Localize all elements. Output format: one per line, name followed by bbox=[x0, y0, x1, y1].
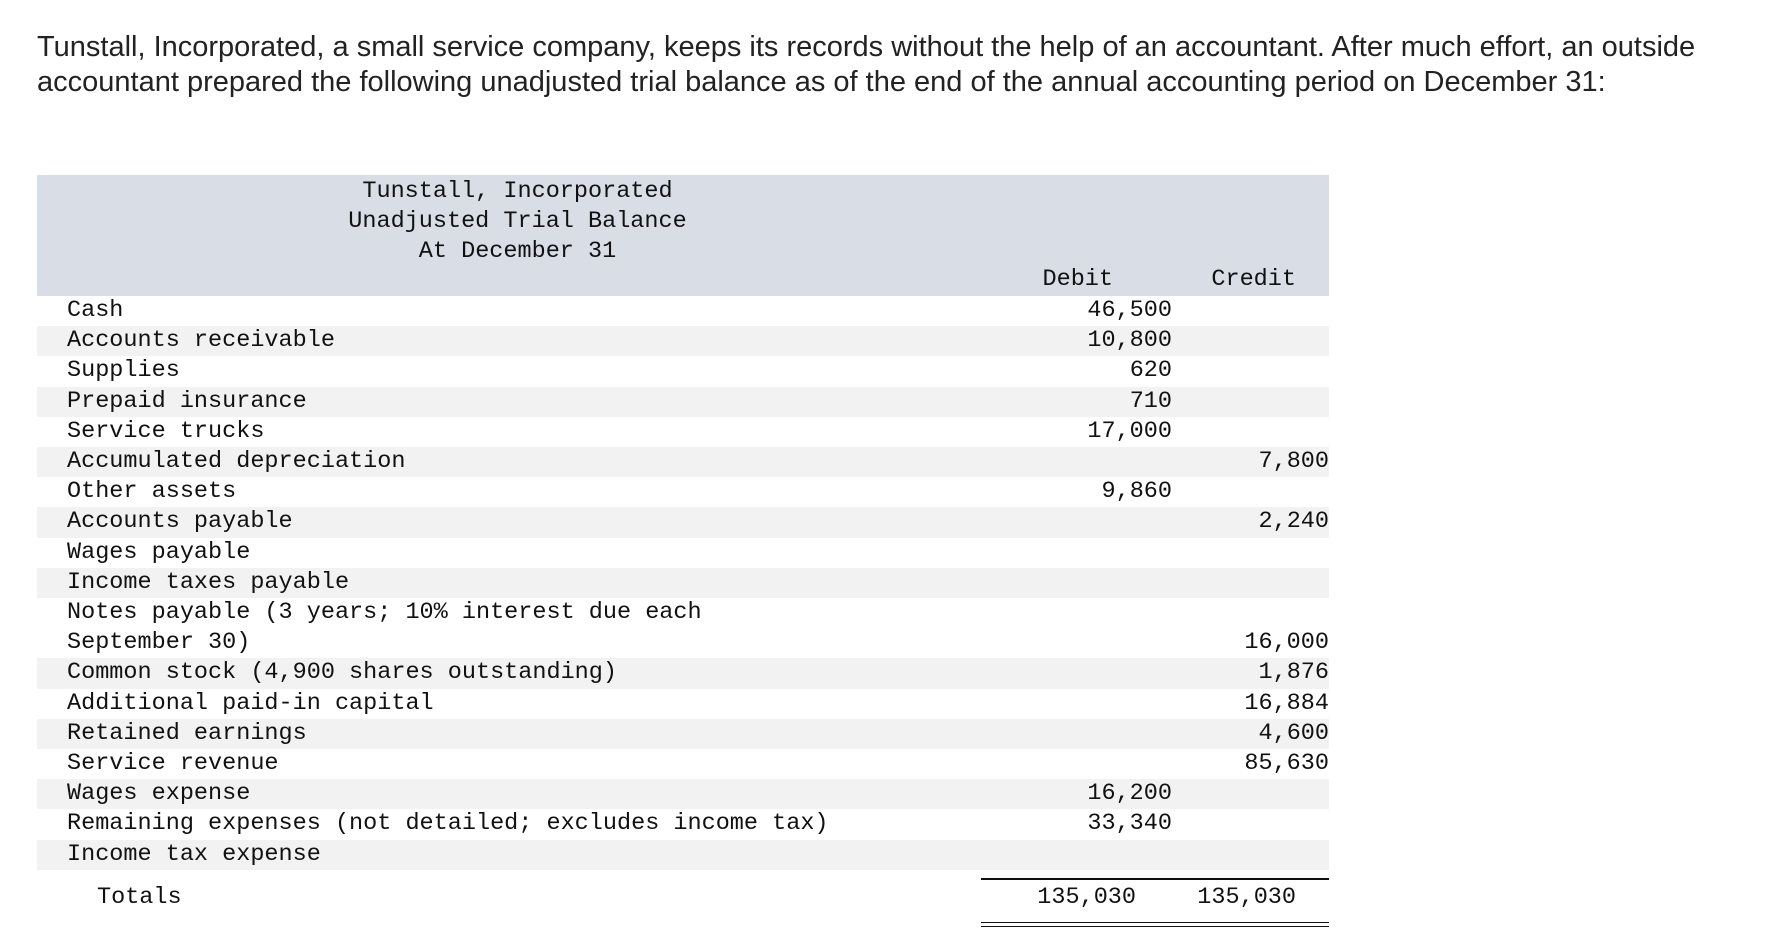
debit-amount bbox=[957, 538, 1172, 568]
table-title bbox=[37, 177, 998, 267]
account-name: Other assets bbox=[67, 478, 237, 506]
table-row bbox=[37, 507, 1329, 537]
account-name: Wages expense bbox=[67, 780, 251, 808]
credit-amount: 16,000 bbox=[1244, 629, 1329, 657]
debit-amount: 620 bbox=[1129, 357, 1172, 385]
debit-amount: 16,200 bbox=[1087, 780, 1172, 808]
account-name: Accounts receivable bbox=[67, 327, 335, 355]
debit-amount bbox=[957, 749, 1172, 779]
credit-amount bbox=[1172, 840, 1329, 870]
credit-amount bbox=[1172, 809, 1329, 839]
statement-name: Unadjusted Trial Balance bbox=[348, 208, 687, 235]
table-row bbox=[37, 326, 1329, 356]
debit-amount: 10,800 bbox=[1087, 327, 1172, 355]
credit-amount bbox=[1172, 477, 1329, 507]
debit-amount: 17,000 bbox=[1087, 417, 1172, 445]
credit-amount: 7,800 bbox=[1258, 448, 1329, 476]
table-row bbox=[37, 477, 1329, 507]
account-name: Income taxes payable bbox=[67, 568, 350, 596]
credit-amount: 85,630 bbox=[1244, 750, 1329, 778]
table-row bbox=[37, 779, 1329, 809]
debit-amount: 46,500 bbox=[1087, 297, 1172, 324]
table-row bbox=[37, 417, 1329, 447]
table-body bbox=[37, 296, 1329, 870]
credit-amount: 4,600 bbox=[1258, 719, 1329, 747]
table-row bbox=[37, 658, 1329, 688]
account-name: Remaining expenses (not detailed; excludes income tax) bbox=[67, 810, 829, 838]
debit-column-header: Debit bbox=[1042, 266, 1113, 293]
trial-balance-table bbox=[37, 175, 1329, 930]
debit-amount bbox=[957, 507, 1172, 537]
credit-amount bbox=[1172, 417, 1329, 447]
problem-intro-text: Tunstall, Incorporated, a small service company, keeps its records without the help of an accountant. After much effort, an outside accountant prepared the following unadjusted trial balance as of the end of the annual accounting period on December 31: bbox=[37, 31, 1696, 98]
account-name: Additional paid-in capital bbox=[67, 689, 434, 717]
account-name: Service revenue bbox=[67, 750, 279, 778]
table-row bbox=[37, 296, 1329, 326]
total-credit: 135,030 bbox=[1197, 883, 1296, 911]
credit-amount: 2,240 bbox=[1258, 508, 1329, 536]
table-header bbox=[37, 175, 1329, 296]
debit-amount bbox=[957, 689, 1172, 719]
totals-row bbox=[37, 878, 1329, 930]
debit-amount: 710 bbox=[1129, 387, 1172, 415]
account-name: Common stock (4,900 shares outstanding) bbox=[67, 659, 617, 687]
table-row bbox=[37, 719, 1329, 749]
credit-amount bbox=[1172, 387, 1329, 417]
credit-amount: 1,876 bbox=[1258, 659, 1329, 687]
credit-column-header: Credit bbox=[1211, 266, 1296, 293]
table-row bbox=[37, 809, 1329, 839]
account-name: Retained earnings bbox=[67, 719, 307, 747]
credit-amount: 16,884 bbox=[1244, 689, 1329, 717]
double-underline bbox=[981, 922, 1329, 923]
totals-label: Totals bbox=[97, 883, 182, 911]
account-name: Accounts payable bbox=[67, 508, 293, 536]
table-row bbox=[37, 568, 1329, 598]
debit-amount bbox=[957, 719, 1172, 749]
debit-amount bbox=[957, 447, 1172, 477]
debit-amount bbox=[957, 840, 1172, 870]
account-name: Supplies bbox=[67, 357, 180, 385]
debit-amount: 33,340 bbox=[1087, 810, 1172, 838]
debit-amount: 9,860 bbox=[1101, 478, 1172, 506]
table-row bbox=[37, 749, 1329, 779]
credit-amount bbox=[1172, 568, 1329, 598]
statement-date: At December 31 bbox=[418, 238, 617, 265]
account-name: Income tax expense bbox=[67, 840, 321, 868]
table-row bbox=[37, 598, 1329, 658]
account-name: Service trucks bbox=[67, 417, 265, 445]
account-name: Prepaid insurance bbox=[67, 387, 307, 415]
account-name: Accumulated depreciation bbox=[67, 448, 406, 476]
company-name: Tunstall, Incorporated bbox=[362, 178, 673, 205]
credit-amount bbox=[1172, 779, 1329, 809]
account-name: Cash bbox=[67, 297, 124, 324]
debit-amount bbox=[957, 568, 1172, 598]
total-debit: 135,030 bbox=[1037, 883, 1136, 911]
account-name: Notes payable (3 years; 10% interest due each September 30) bbox=[67, 599, 702, 657]
credit-amount bbox=[1172, 356, 1329, 386]
table-row bbox=[37, 689, 1329, 719]
table-row bbox=[37, 538, 1329, 568]
double-underline bbox=[981, 926, 1329, 927]
credit-amount bbox=[1172, 326, 1329, 356]
table-row bbox=[37, 356, 1329, 386]
table-row bbox=[37, 387, 1329, 417]
table-row bbox=[37, 840, 1329, 870]
table-row bbox=[37, 447, 1329, 477]
account-name: Wages payable bbox=[67, 538, 251, 566]
debit-amount bbox=[957, 658, 1172, 688]
credit-amount bbox=[1172, 296, 1329, 326]
credit-amount bbox=[1172, 538, 1329, 568]
